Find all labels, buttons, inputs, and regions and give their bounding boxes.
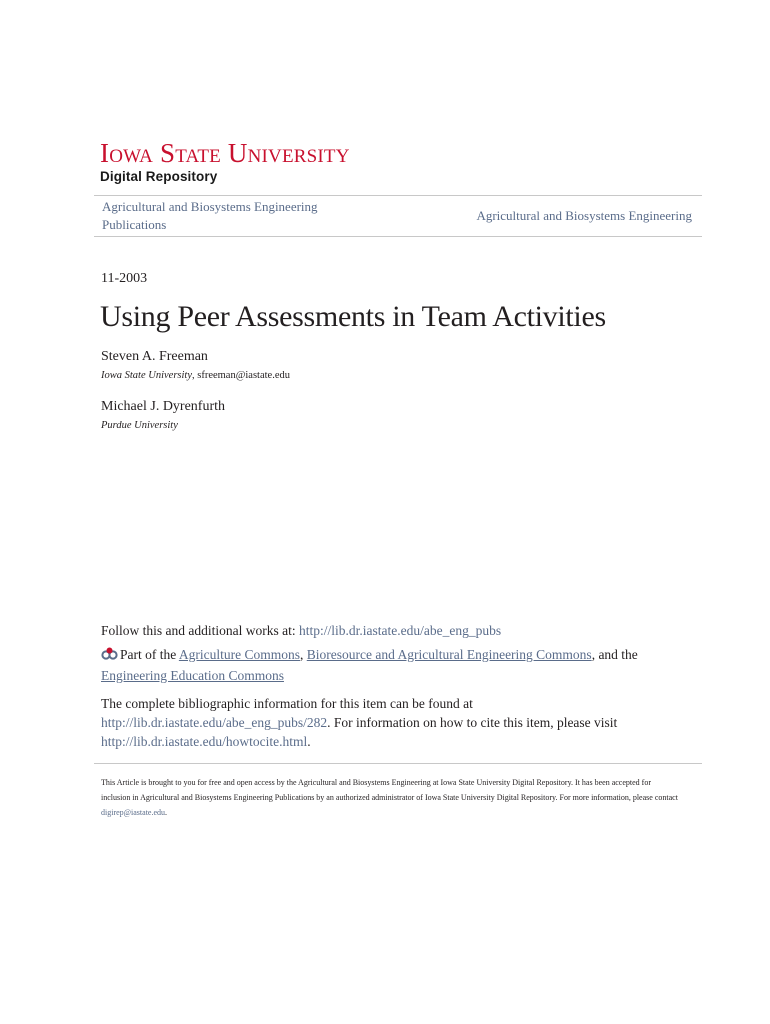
separator: , — [300, 647, 307, 662]
notice-text: This Article is brought to you for free and open access by the Agricultural and Biosystems Engineering at Iowa State University Digital Repository. It has been accepted for inclusion in Agricultural and Biosystems Engineering Publications by an authorized administrator of Iowa State University Digital Repository. For more information, please contact — [101, 778, 678, 802]
author-name: Steven A. Freeman — [101, 349, 208, 364]
repository-name: Digital Repository — [100, 169, 218, 184]
howtocite-link[interactable]: http://lib.dr.iastate.edu/howtocite.html — [101, 734, 308, 749]
publication-date: 11-2003 — [101, 271, 148, 286]
collection-publications-link[interactable]: Agricultural and Biosystems Engineering Publications — [102, 199, 318, 232]
author-affiliation — [101, 370, 290, 381]
biblio-text: . For information on how to cite this item, please visit — [327, 715, 618, 730]
author-affiliation — [101, 420, 178, 431]
author-institution: Iowa State University — [101, 370, 192, 381]
item-link[interactable]: http://lib.dr.iastate.edu/abe_eng_pubs/282 — [101, 715, 328, 730]
follow-label: Follow this and additional works at: — [101, 623, 299, 638]
series-link[interactable]: http://lib.dr.iastate.edu/abe_eng_pubs — [299, 623, 502, 638]
network-commons-icon — [101, 647, 118, 666]
author-institution: Purdue University — [101, 420, 178, 431]
access-notice — [101, 775, 681, 820]
contact-email-link[interactable]: digirep@iastate.edu — [101, 808, 166, 817]
part-of-line — [101, 645, 701, 685]
divider — [94, 763, 702, 764]
repository-logo — [100, 140, 350, 184]
follow-line — [101, 621, 701, 640]
department-link[interactable]: Agricultural and Biosystems Engineering — [476, 208, 692, 223]
separator: , and the — [591, 647, 638, 662]
bioresource-commons-link[interactable]: Bioresource and Agricultural Engineering Commons — [306, 647, 592, 662]
part-of-label: Part of the — [120, 647, 179, 662]
collection-bar — [94, 195, 702, 237]
article-title: Using Peer Assessments in Team Activities — [100, 300, 606, 333]
bibliographic-info — [101, 694, 691, 751]
biblio-end: . — [307, 734, 311, 749]
engineering-education-commons-link[interactable]: Engineering Education Commons — [101, 668, 284, 683]
author-name: Michael J. Dyrenfurth — [101, 399, 226, 414]
agriculture-commons-link[interactable]: Agriculture Commons — [178, 647, 300, 662]
notice-end: . — [165, 808, 168, 817]
author-email: , sfreeman@iastate.edu — [191, 370, 290, 381]
university-name: Iowa State University — [100, 138, 350, 168]
biblio-text: The complete bibliographic information for this item can be found at — [101, 696, 473, 711]
